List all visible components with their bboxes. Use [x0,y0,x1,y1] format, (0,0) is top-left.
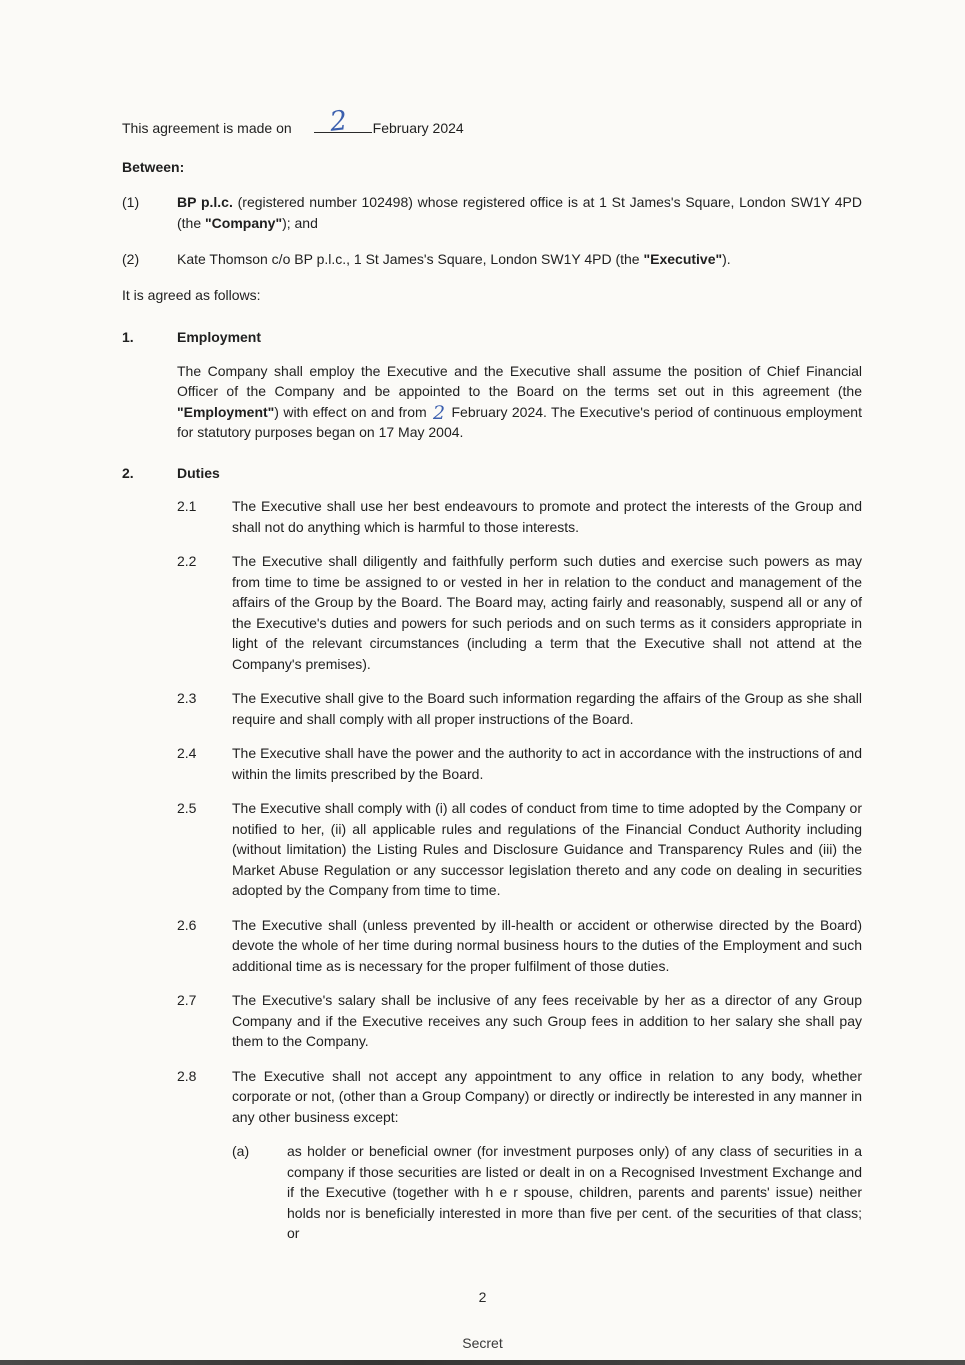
clause-2-2-number: 2.2 [177,553,197,569]
party-1-detail: (registered number 102498) whose registered office is at 1 St James's Square, London SW1Y 4PD (the [177,194,862,231]
clause-2-6 [177,915,862,977]
clause-2-1-text: The Executive shall use her best endeavours to promote and protect the interests of the Group and shall not do anything which is harmful to those interests. [232,498,862,535]
date-blank-line [314,105,372,138]
handwritten-day-inline: 2 [433,401,446,424]
clause-2-5 [177,798,862,901]
section-1-title: Employment [177,329,262,345]
clause-2-1-number: 2.1 [177,498,197,514]
section-1-heading [122,327,862,348]
clause-2-5-number: 2.5 [177,800,197,816]
clause-2-3-text: The Executive shall give to the Board such information regarding the affairs of the Group as she shall require and shall comply with all proper instructions of the Board. [232,690,862,727]
handwritten-day: 2 [328,105,349,138]
clause-2-4 [177,743,862,784]
clause-2-6-number: 2.6 [177,916,197,933]
date-line-prefix: This agreement is made on [122,120,292,136]
agreed-line: It is agreed as follows: [122,286,261,303]
clause-2-4-text: The Executive shall have the power and the authority to act in accordance with the instructions of and within the limits prescribed by the Board. [232,745,862,782]
clause-2-4-number: 2.4 [177,745,197,761]
party-2-detail: Kate Thomson c/o BP p.l.c., 1 St James's Square, London SW1Y 4PD (the [177,251,644,267]
classification-footer: Secret [462,1335,503,1351]
clause-2-1 [177,496,862,537]
clause-2-3-number: 2.3 [177,690,197,706]
section-2-heading [122,463,862,484]
party-1-name: BP p.l.c. [177,194,233,210]
clause-2-2 [177,551,862,674]
party-1-defined-term: "Company" [205,214,283,231]
agreement-date-line [122,105,862,139]
clause-2-5-text: The Executive shall comply with (i) all codes of conduct from time to time adopted by the Company or notified to her, (ii) all applicable rules and regulations of the Financial Conduct Authority including (without limitation) the Listing Rules and Disclosure Guidance and Transparency Rules and (iii) the Market Abuse Regulation or any successor legislation thereto and any code on dealing in securities adopted by the Company from time to time. [232,800,862,898]
section-1-para-tail: February 2024. The Executive's period of continuous employment for statutory purposes began on 17 May 2004. [177,403,862,440]
section-1-paragraph [177,361,862,443]
date-line-suffix: February 2024 [372,120,464,136]
clause-2-7-text: The Executive's salary shall be inclusive of any fees receivable by her as a director of any Group Company and if the Executive receives any such Group fees in addition to her salary she shall pay them to the Company. [232,992,862,1049]
clause-2-8-text: The Executive shall not accept any appointment to any office in relation to any body, whether corporate or not, (other than a Group Company) or directly or indirectly be interested in any manner in any other business except: [232,1067,862,1125]
party-2-number: (2) [122,251,140,267]
subclause-a-number: (a) [232,1143,250,1159]
section-1-para-mid: ) with effect on and from [274,403,432,420]
clause-2-3 [177,688,862,729]
party-2-text [177,249,862,270]
subclause-a [232,1141,862,1244]
employment-defined-term: "Employment" [177,403,275,420]
clause-2-8-number: 2.8 [177,1067,197,1084]
scan-bottom-edge [0,1360,965,1365]
party-2-tail: ). [722,251,731,267]
section-1-number: 1. [122,329,134,345]
clause-2-7-number: 2.7 [177,992,197,1008]
section-2-number: 2. [122,464,134,481]
party-1-text [177,192,862,233]
clause-2-8 [177,1066,862,1128]
clause-2-6-text: The Executive shall (unless prevented by ill-health or accident or otherwise directed by the Board) devote the whole of her time during normal business hours to the duties of the Employment and such additional time as is necessary for the proper fulfilment of those duties. [232,916,862,974]
party-1-item [122,192,862,233]
clause-2-2-text: The Executive shall diligently and faithfully perform such duties and exercise such powers as may from time to time be assigned to or vested in her in relation to the conduct and management of the affairs of the Group by the Board. The Board may, acting fairly and reasonably, suspend all or any of the Executive's duties and powers for such periods and on such terms as it considers appropriate in light of the relevant circumstances (including a term that the Executive shall not attend at the Company's premises). [232,553,862,672]
subclause-a-text: as holder or beneficial owner (for investment purposes only) of any class of securities in a company if those securities are listed or dealt in on a Recognised Investment Exchange and if the Executive (together with h e r spouse, children, parents and parents' issue) neither holds nor is beneficially interested in more than five per cent. of the securities of that class; or [287,1143,862,1241]
section-2-title: Duties [177,464,220,481]
party-1-tail: ); and [282,214,318,231]
between-heading: Between: [122,158,185,175]
clause-2-7 [177,990,862,1052]
party-2-item [122,249,862,270]
party-2-defined-term: "Executive" [643,251,723,267]
page-number: 2 [478,1289,487,1305]
party-1-number: (1) [122,194,140,210]
section-1-para-lead: The Company shall employ the Executive and the Executive shall assume the position of Chief Financial Officer of the Company and be appointed to the Board on the terms set out in this agreement (the [177,362,862,399]
